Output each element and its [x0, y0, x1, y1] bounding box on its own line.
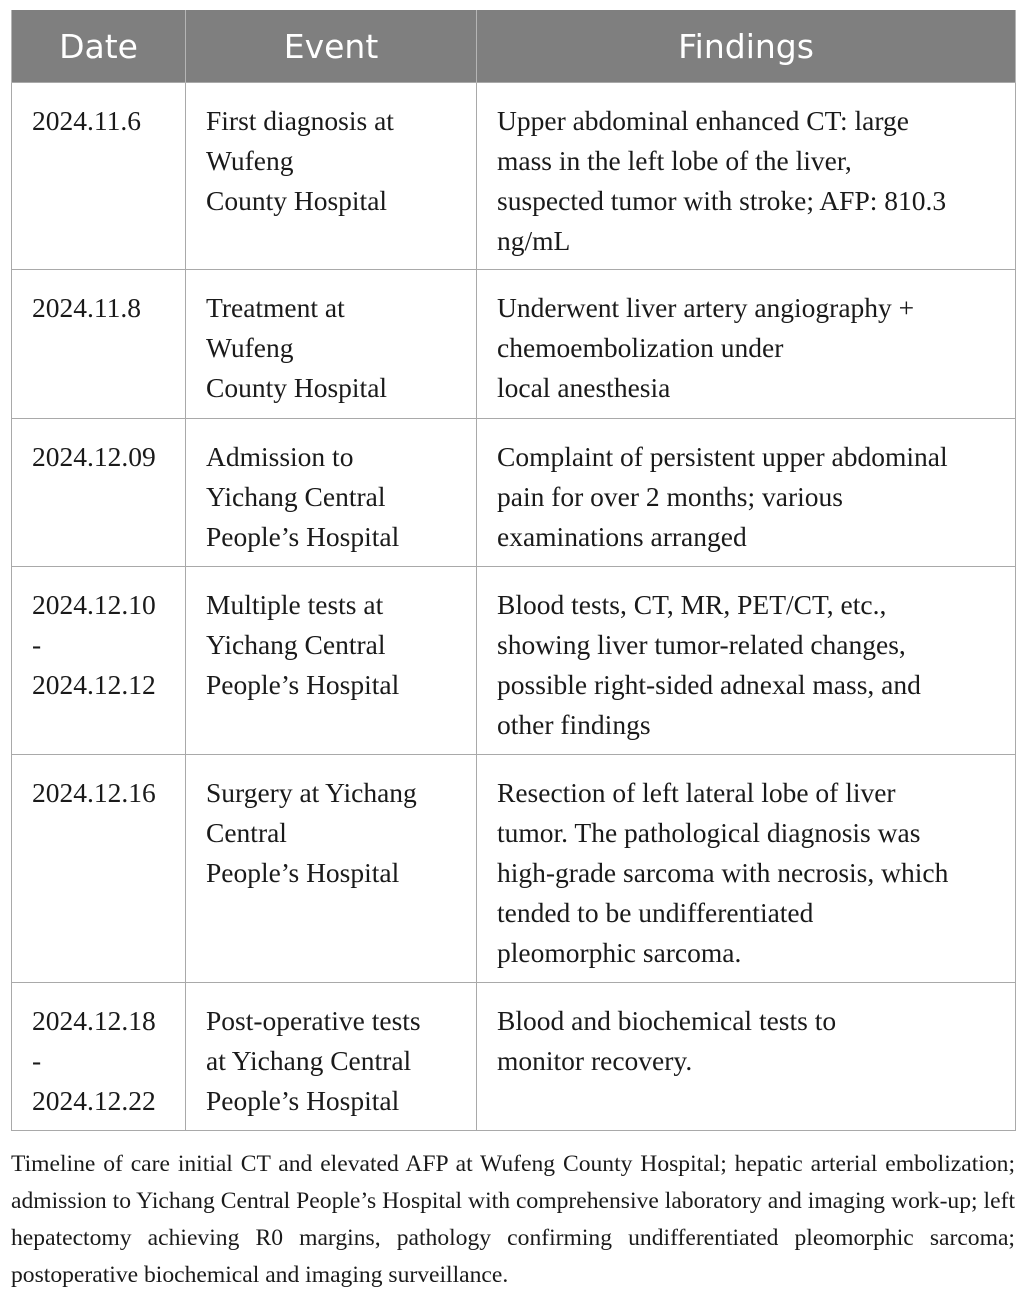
cell-event: First diagnosis at Wufeng County Hospital [186, 83, 477, 270]
cell-findings: Complaint of persistent upper abdominal pain for over 2 months; various examinations arranged [477, 419, 1016, 567]
timeline-table [11, 10, 1016, 1131]
table-caption: Timeline of care initial CT and elevated AFP at Wufeng County Hospital; hepatic arterial embolization; admission to Yichang Central People’s Hospital with comprehensive laboratory and imaging work-up; left hepatectomy achieving R0 margins, pathology confirming undifferentiated pleomorphic sarcoma; postoperative biochemical and imaging surveillance. [11, 1151, 1015, 1288]
cell-date: 2024.12.18 - 2024.12.22 [12, 983, 186, 1131]
table-row [12, 983, 1016, 1131]
cell-date: 2024.11.6 [12, 83, 186, 270]
table-header-row [12, 10, 1016, 83]
cell-event: Admission to Yichang Central People’s Hospital [186, 419, 477, 567]
table-row [12, 419, 1016, 567]
cell-event: Surgery at Yichang Central People’s Hospital [186, 755, 477, 983]
cell-date: 2024.12.09 [12, 419, 186, 567]
table-row [12, 270, 1016, 419]
cell-date: 2024.11.8 [12, 270, 186, 419]
header-date: Date [12, 10, 186, 83]
cell-event: Post-operative tests at Yichang Central People’s Hospital [186, 983, 477, 1131]
cell-date: 2024.12.16 [12, 755, 186, 983]
cell-findings: Blood tests, CT, MR, PET/CT, etc., showing liver tumor-related changes, possible right-sided adnexal mass, and other findings [477, 567, 1016, 755]
cell-findings: Resection of left lateral lobe of liver tumor. The pathological diagnosis was high-grade sarcoma with necrosis, which tended to be undifferentiated pleomorphic sarcoma. [477, 755, 1016, 983]
cell-findings: Upper abdominal enhanced CT: large mass in the left lobe of the liver, suspected tumor with stroke; AFP: 810.3 ng/mL [477, 83, 1016, 270]
cell-event: Treatment at Wufeng County Hospital [186, 270, 477, 419]
cell-date: 2024.12.10 - 2024.12.12 [12, 567, 186, 755]
cell-findings: Underwent liver artery angiography + chemoembolization under local anesthesia [477, 270, 1016, 419]
table-row [12, 83, 1016, 270]
header-findings: Findings [477, 10, 1016, 83]
cell-findings: Blood and biochemical tests to monitor recovery. [477, 983, 1016, 1131]
cell-event: Multiple tests at Yichang Central People’s Hospital [186, 567, 477, 755]
table-row [12, 567, 1016, 755]
table-row [12, 755, 1016, 983]
header-event: Event [186, 10, 477, 83]
